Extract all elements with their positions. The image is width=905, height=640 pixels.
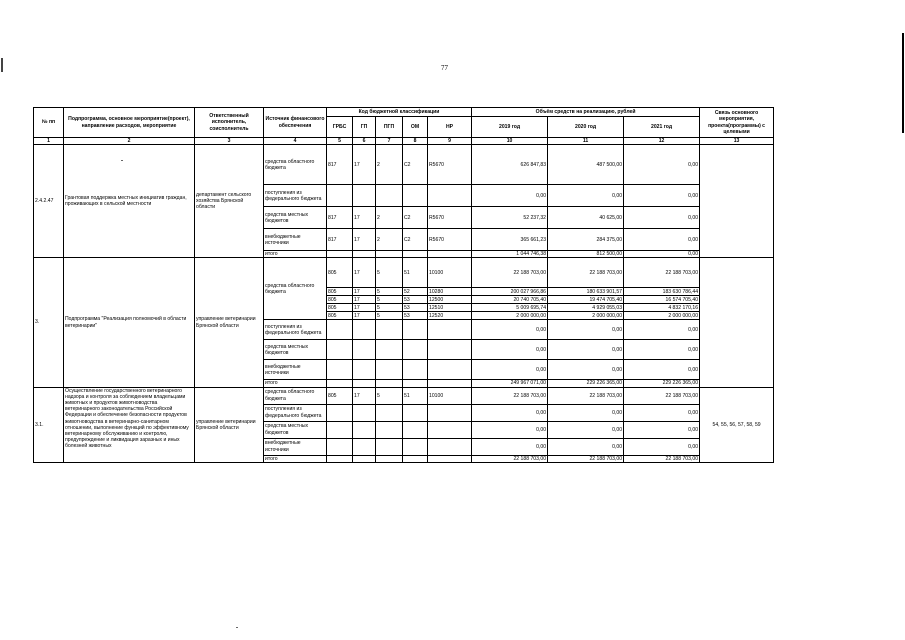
code-nr: 10100 xyxy=(428,258,472,288)
code-empty xyxy=(327,340,353,360)
row-number: 2.4.2.47 xyxy=(34,145,64,258)
header-source: Источник финансового обеспечения xyxy=(264,108,327,138)
code-grbs: 817 xyxy=(327,145,353,185)
amount-y2021: 0,00 xyxy=(624,421,700,438)
executor: управление ветеринарии Брянской области xyxy=(195,258,264,387)
code-om xyxy=(403,404,428,421)
program-name: Подпрограмма "Реализация полномочий в области ветеринарии" xyxy=(64,258,195,387)
funding-source: внебюджетные источники xyxy=(264,229,327,251)
code-grbs xyxy=(327,185,353,207)
code-pgp: 5 xyxy=(376,288,403,296)
code-gp: 17 xyxy=(353,304,376,312)
column-number: 11 xyxy=(548,138,624,145)
column-number: 12 xyxy=(624,138,700,145)
code-grbs: 805 xyxy=(327,304,353,312)
header-year-2: 2021 год xyxy=(624,117,700,138)
amount-y2020: 2 000 000,00 xyxy=(548,312,624,320)
code-nr: R5670 xyxy=(428,229,472,251)
amount-y2020: 22 188 703,00 xyxy=(548,258,624,288)
code-grbs: 805 xyxy=(327,296,353,304)
funding-source: средства местных бюджетов xyxy=(264,340,327,360)
amount-y2019: 22 188 703,00 xyxy=(472,387,548,404)
amount-y2020: 19 474 705,40 xyxy=(548,296,624,304)
column-number: 3 xyxy=(195,138,264,145)
amount-y2021: 0,00 xyxy=(624,340,700,360)
amount-y2020: 4 929 055,03 xyxy=(548,304,624,312)
amount-y2020: 284 375,00 xyxy=(548,229,624,251)
code-om xyxy=(403,438,428,455)
amount-y2021: 22 188 703,00 xyxy=(624,258,700,288)
column-number: 5 xyxy=(327,138,353,145)
code-gp xyxy=(353,438,376,455)
amount-y2021: 0,00 xyxy=(624,251,700,258)
code-pgp: 5 xyxy=(376,258,403,288)
column-number: 1 xyxy=(34,138,64,145)
header-link: Связь основного мероприятия, проекта(программы) с целевыми xyxy=(700,108,774,138)
code-gp: 17 xyxy=(353,312,376,320)
code-empty xyxy=(403,360,428,380)
code-gp: 17 xyxy=(353,207,376,229)
funding-source: средства местных бюджетов xyxy=(264,207,327,229)
funding-source: внебюджетные источники xyxy=(264,438,327,455)
header-code-4: НР xyxy=(428,117,472,138)
amount-y2021: 0,00 xyxy=(624,320,700,340)
amount-y2020: 0,00 xyxy=(548,421,624,438)
code-pgp: 5 xyxy=(376,387,403,404)
code-pgp: 5 xyxy=(376,296,403,304)
amount-y2020: 0,00 xyxy=(548,185,624,207)
amount-y2021: 0,00 xyxy=(624,404,700,421)
code-pgp: 5 xyxy=(376,304,403,312)
amount-y2020: 0,00 xyxy=(548,320,624,340)
header-code-0: ГРБС xyxy=(327,117,353,138)
amount-y2019: 52 237,32 xyxy=(472,207,548,229)
amount-y2021: 0,00 xyxy=(624,185,700,207)
funding-source: итого xyxy=(264,455,327,462)
code-empty xyxy=(403,320,428,340)
code-empty xyxy=(376,340,403,360)
amount-y2019: 0,00 xyxy=(472,185,548,207)
funding-source: средства областного бюджета xyxy=(264,258,327,320)
target-indicators-link xyxy=(700,145,774,258)
code-om: 52 xyxy=(403,288,428,296)
row-number: 3. xyxy=(34,258,64,387)
code-grbs: 817 xyxy=(327,229,353,251)
table-row xyxy=(34,258,774,288)
amount-y2020: 0,00 xyxy=(548,360,624,380)
funding-source: внебюджетные источники xyxy=(264,360,327,380)
code-grbs: 805 xyxy=(327,312,353,320)
code-nr xyxy=(428,438,472,455)
code-gp: 17 xyxy=(353,387,376,404)
code-nr xyxy=(428,185,472,207)
program-name: Осуществление государственного ветеринарного надзора и контроля за соблюдением владельцами животных и продуктов животноводства ветеринарного законодательства Российской Федерации и обеспечение безопасности продуктов животноводства в ветеринарно-санитарном отношении, выполнение функций по эффективному ветеринарному обслуживанию и контролю, предупреждение и ликвидация заразных и иных болезней животных xyxy=(64,387,195,462)
code-empty xyxy=(327,320,353,340)
amount-y2019: 20 740 705,40 xyxy=(472,296,548,304)
header-budget-code-group: Код бюджетной классификации xyxy=(327,108,472,117)
amount-y2019: 0,00 xyxy=(472,438,548,455)
amount-y2019: 0,00 xyxy=(472,360,548,380)
code-pgp: 2 xyxy=(376,145,403,185)
code-pgp xyxy=(376,438,403,455)
code-gp xyxy=(353,404,376,421)
code-empty xyxy=(353,340,376,360)
amount-y2020: 812 500,00 xyxy=(548,251,624,258)
code-gp: 17 xyxy=(353,229,376,251)
amount-y2020: 180 633 901,57 xyxy=(548,288,624,296)
amount-y2019: 1 044 746,38 xyxy=(472,251,548,258)
header-year-0: 2019 год xyxy=(472,117,548,138)
program-name: Грантовая поддержка местных инициатив граждан, проживающих в сельской местности xyxy=(64,145,195,258)
code-om: 53 xyxy=(403,296,428,304)
code-om: 51 xyxy=(403,387,428,404)
header-year-1: 2020 год xyxy=(548,117,624,138)
code-grbs xyxy=(327,251,353,258)
funding-source: поступления из федерального бюджета xyxy=(264,320,327,340)
code-om: 53 xyxy=(403,304,428,312)
code-pgp xyxy=(376,455,403,462)
header-program: Подпрограмма, основное мероприятие(проект), направление расходов, мероприятие xyxy=(64,108,195,138)
amount-y2019: 249 967 071,00 xyxy=(472,380,548,387)
amount-y2021: 0,00 xyxy=(624,360,700,380)
budget-table xyxy=(33,107,774,463)
column-number: 10 xyxy=(472,138,548,145)
code-om xyxy=(403,251,428,258)
code-pgp xyxy=(376,251,403,258)
amount-y2019: 0,00 xyxy=(472,340,548,360)
code-nr xyxy=(428,251,472,258)
amount-y2019: 22 188 703,00 xyxy=(472,258,548,288)
amount-y2020: 0,00 xyxy=(548,340,624,360)
code-empty xyxy=(327,380,353,387)
code-nr: R5670 xyxy=(428,207,472,229)
amount-y2021: 0,00 xyxy=(624,438,700,455)
code-om: С2 xyxy=(403,229,428,251)
amount-y2019: 2 000 000,00 xyxy=(472,312,548,320)
header-code-2: ПГП xyxy=(376,117,403,138)
code-om: С2 xyxy=(403,207,428,229)
amount-y2021: 183 630 786,44 xyxy=(624,288,700,296)
row-number: 3.1. xyxy=(34,387,64,462)
code-pgp: 2 xyxy=(376,207,403,229)
code-grbs xyxy=(327,438,353,455)
amount-y2020: 40 625,00 xyxy=(548,207,624,229)
code-nr xyxy=(428,404,472,421)
amount-y2021: 2 000 000,00 xyxy=(624,312,700,320)
amount-y2020: 229 226 365,00 xyxy=(548,380,624,387)
code-om: 51 xyxy=(403,258,428,288)
code-gp: 17 xyxy=(353,258,376,288)
amount-y2019: 0,00 xyxy=(472,404,548,421)
column-number: 6 xyxy=(353,138,376,145)
executor: департамент сельского хозяйства Брянской области xyxy=(195,145,264,258)
code-grbs xyxy=(327,404,353,421)
funding-source: средства областного бюджета xyxy=(264,387,327,404)
code-gp: 17 xyxy=(353,296,376,304)
column-number: 8 xyxy=(403,138,428,145)
header-num: № пп xyxy=(34,108,64,138)
code-grbs: 817 xyxy=(327,207,353,229)
code-om: С2 xyxy=(403,145,428,185)
code-empty xyxy=(353,320,376,340)
amount-y2019: 626 847,83 xyxy=(472,145,548,185)
column-number: 13 xyxy=(700,138,774,145)
amount-y2020: 22 188 703,00 xyxy=(548,387,624,404)
column-number: 7 xyxy=(376,138,403,145)
code-empty xyxy=(376,320,403,340)
code-empty xyxy=(428,380,472,387)
funding-source: средства областного бюджета xyxy=(264,145,327,185)
code-nr xyxy=(428,455,472,462)
code-pgp xyxy=(376,185,403,207)
code-nr: 12520 xyxy=(428,312,472,320)
scan-edge-mark-right xyxy=(902,33,904,133)
code-empty xyxy=(428,360,472,380)
code-nr: 10280 xyxy=(428,288,472,296)
code-pgp: 5 xyxy=(376,312,403,320)
funding-source: итого xyxy=(264,380,327,387)
code-gp xyxy=(353,185,376,207)
amount-y2019: 200 027 966,86 xyxy=(472,288,548,296)
amount-y2019: 0,00 xyxy=(472,421,548,438)
code-grbs xyxy=(327,455,353,462)
code-gp: 17 xyxy=(353,288,376,296)
amount-y2021: 0,00 xyxy=(624,207,700,229)
code-grbs: 805 xyxy=(327,288,353,296)
code-om xyxy=(403,421,428,438)
amount-y2021: 22 188 703,00 xyxy=(624,387,700,404)
code-grbs xyxy=(327,421,353,438)
amount-y2020: 487 500,00 xyxy=(548,145,624,185)
code-om xyxy=(403,185,428,207)
amount-y2019: 0,00 xyxy=(472,320,548,340)
code-nr: R5670 xyxy=(428,145,472,185)
amount-y2021: 16 574 705,40 xyxy=(624,296,700,304)
code-nr xyxy=(428,421,472,438)
funding-source: поступления из федерального бюджета xyxy=(264,404,327,421)
column-number: 2 xyxy=(64,138,195,145)
code-gp xyxy=(353,251,376,258)
code-grbs: 805 xyxy=(327,387,353,404)
code-gp: 17 xyxy=(353,145,376,185)
code-pgp xyxy=(376,421,403,438)
code-empty xyxy=(428,320,472,340)
amount-y2020: 22 188 703,00 xyxy=(548,455,624,462)
code-pgp: 2 xyxy=(376,229,403,251)
scan-edge-mark xyxy=(1,58,3,72)
code-empty xyxy=(353,380,376,387)
code-gp xyxy=(353,455,376,462)
funding-source: итого xyxy=(264,251,327,258)
code-pgp xyxy=(376,404,403,421)
amount-y2021: 0,00 xyxy=(624,229,700,251)
page-number: 77 xyxy=(441,64,448,72)
funding-source: поступления из федерального бюджета xyxy=(264,185,327,207)
header-executor: Ответственный исполнитель, соисполнитель xyxy=(195,108,264,138)
code-empty xyxy=(428,340,472,360)
amount-y2021: 4 832 170,16 xyxy=(624,304,700,312)
amount-y2020: 0,00 xyxy=(548,438,624,455)
code-empty xyxy=(376,380,403,387)
table-row xyxy=(34,145,774,185)
code-nr: 10100 xyxy=(428,387,472,404)
code-empty xyxy=(403,380,428,387)
code-grbs: 805 xyxy=(327,258,353,288)
target-indicators-link xyxy=(700,258,774,387)
amount-y2019: 5 009 695,74 xyxy=(472,304,548,312)
table-row xyxy=(34,387,774,404)
executor: управление ветеринарии Брянской области xyxy=(195,387,264,462)
target-indicators-link: 54, 55, 56, 57, 58, 59 xyxy=(700,387,774,462)
code-empty xyxy=(327,360,353,380)
header-code-1: ГП xyxy=(353,117,376,138)
code-empty xyxy=(376,360,403,380)
amount-y2020: 0,00 xyxy=(548,404,624,421)
header-code-3: ОМ xyxy=(403,117,428,138)
code-nr: 12510 xyxy=(428,304,472,312)
code-nr: 12500 xyxy=(428,296,472,304)
amount-y2019: 22 188 703,00 xyxy=(472,455,548,462)
scan-speck xyxy=(236,627,238,628)
code-gp xyxy=(353,421,376,438)
code-om: 53 xyxy=(403,312,428,320)
header-volume-group: Объём средств на реализацию, рублей xyxy=(472,108,700,117)
amount-y2021: 22 188 703,00 xyxy=(624,455,700,462)
funding-source: средства местных бюджетов xyxy=(264,421,327,438)
column-number: 4 xyxy=(264,138,327,145)
amount-y2019: 365 661,23 xyxy=(472,229,548,251)
amount-y2021: 229 226 365,00 xyxy=(624,380,700,387)
code-empty xyxy=(403,340,428,360)
code-om xyxy=(403,455,428,462)
code-empty xyxy=(353,360,376,380)
amount-y2021: 0,00 xyxy=(624,145,700,185)
column-number: 9 xyxy=(428,138,472,145)
